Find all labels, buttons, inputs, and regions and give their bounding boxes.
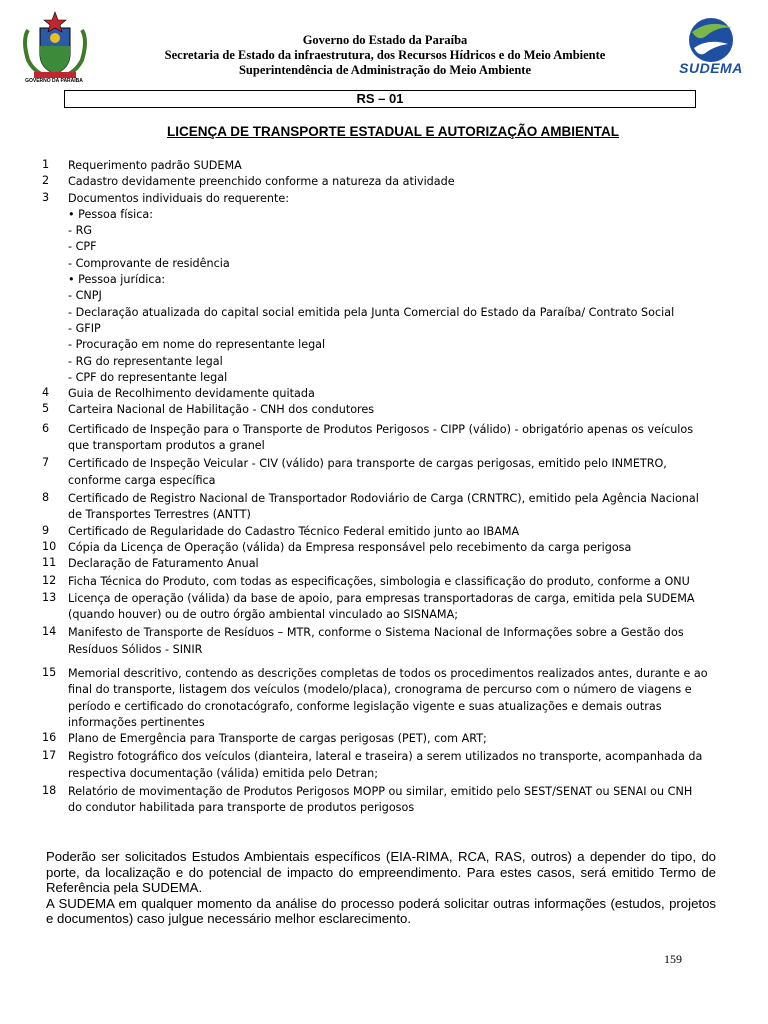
item-text (68, 491, 740, 524)
item-text (68, 731, 740, 747)
item-number: 7 (42, 456, 50, 470)
header-secretariat: Secretaria de Estado da infraestrutura, dos Recursos Hídricos e do Meio Ambiente (164, 48, 606, 62)
item-line: - CPF do representante legal (68, 370, 228, 384)
item-number: 1 (42, 158, 50, 171)
item-number: 10 (42, 539, 57, 553)
item-number: 8 (42, 490, 50, 504)
item-line: - Declaração atualizada do capital social emitida pela Junta Comercial do Estado da Paraíba/ Contrato Social (68, 305, 675, 319)
item-number: 4 (42, 386, 50, 400)
item-text (68, 556, 740, 572)
list-item (30, 556, 740, 572)
item-line: do condutor habilitada para transporte de produtos perigosos (68, 801, 415, 815)
item-line: conforme carga específica (68, 473, 216, 487)
item-number: 5 (42, 402, 50, 416)
item-line: informações pertinentes (68, 715, 205, 729)
list-item (30, 402, 740, 418)
list-item (30, 784, 740, 817)
item-line: - CPF (68, 240, 97, 254)
list-item (30, 666, 740, 731)
item-line: respectiva documentação (válida) emitida pelo Detran; (68, 766, 378, 780)
item-line: - CNPJ (68, 289, 102, 303)
header-government: Governo do Estado da Paraíba (302, 33, 468, 47)
item-number: 18 (42, 783, 57, 797)
item-line: Registro fotográfico dos veículos (dianteira, lateral e traseira) a serem utilizados no transporte, acompanhada da (68, 750, 703, 764)
page-title (0, 124, 768, 139)
coat-of-arms-logo (20, 10, 90, 88)
list-item (30, 749, 740, 782)
list-item (30, 174, 740, 190)
list-item (30, 574, 740, 590)
item-line: Ficha Técnica do Produto, com todas as especificações, simbologia e classificação do produto, conforme a ONU (68, 575, 690, 589)
item-line: Manifesto de Transporte de Resíduos – MTR, conforme o Sistema Nacional de Informações sobre a Gestão dos (68, 626, 684, 640)
list-item (30, 386, 740, 402)
list-item (30, 591, 740, 624)
note-paragraph-2: A SUDEMA em qualquer momento da análise do processo poderá solicitar outras informações (estudos, projetos e documentos) caso julgue necessário melhor esclarecimento. (46, 895, 716, 926)
page-title-text: LICENÇA DE TRANSPORTE ESTADUAL E AUTORIZAÇÃO AMBIENTAL (167, 124, 619, 139)
item-text (68, 749, 740, 782)
sudema-wordmark: SUDEMA (679, 60, 743, 76)
header-text (130, 33, 640, 78)
item-number: 6 (42, 421, 50, 435)
list-item (30, 158, 740, 174)
list-item (30, 524, 740, 540)
item-number: 9 (42, 523, 50, 537)
list-item (30, 540, 740, 556)
page-number: 159 (664, 952, 682, 966)
item-number: 15 (42, 665, 57, 679)
item-line: Plano de Emergência para Transporte de cargas perigosas (PET), com ART; (68, 732, 487, 746)
item-text (68, 574, 740, 590)
item-line: - GFIP (68, 321, 101, 335)
list-item (30, 191, 740, 387)
item-text (68, 591, 740, 624)
note-paragraph-1: Poderão ser solicitados Estudos Ambientais específicos (EIA-RIMA, RCA, RAS, outros) a depender do tipo, do porte, da localização e do potencial de impacto do empreendimento. Para estes casos, será emitido Termo de Referência pela SUDEMA. (46, 849, 716, 895)
item-text (68, 174, 740, 190)
item-line: Memorial descritivo, contendo as descrições completas de todos os procedimentos realizados antes, durante e ao (68, 666, 708, 680)
item-number: 12 (42, 574, 57, 588)
item-number: 3 (42, 190, 50, 204)
item-number: 17 (42, 749, 57, 763)
item-line: - RG do representante legal (68, 354, 223, 368)
item-number: 2 (42, 174, 50, 188)
item-line: que transportam produtos a granel (68, 439, 265, 453)
list-item (30, 731, 740, 747)
list-item (30, 625, 740, 658)
coat-caption: GOVERNO DA PARAÍBA (25, 78, 83, 84)
item-text (68, 456, 740, 489)
item-line: Relatório de movimentação de Produtos Perigosos MOPP ou similar, emitido pelo SEST/SENAT ou SENAI ou CNH (68, 784, 693, 798)
item-line: Requerimento padrão SUDEMA (68, 159, 242, 172)
item-line: • Pessoa jurídica: (68, 273, 166, 287)
item-line: período e certificado do cronotacógrafo, conforme legislação vigente e suas atualizações e demais outras (68, 699, 662, 713)
item-line: Certificado de Inspeção para o Transporte de Produtos Perigosos - CIPP (válido) - obrigatório apenas os veículos (68, 422, 694, 436)
item-line: Documentos individuais do requerente: (68, 191, 290, 205)
item-number: 14 (42, 625, 57, 639)
item-text (68, 191, 740, 387)
item-line: Licença de operação (válida) da base de apoio, para empresas transportadoras de carga, emitida pela SUDEMA (68, 591, 695, 605)
list-item (30, 422, 740, 455)
item-text (68, 158, 740, 174)
item-line: Certificado de Registro Nacional de Transportador Rodoviário de Carga (CRNTRC), emitido pela Agência Nacional (68, 491, 699, 505)
item-line: final do transporte, listagem dos veículos (modelo/placa), cronograma de percurso com o número de viagens e (68, 683, 692, 697)
list-item (30, 456, 740, 489)
item-number: 13 (42, 590, 57, 604)
item-number: 11 (42, 556, 57, 570)
item-text (68, 625, 740, 658)
item-line: Resíduos Sólidos - SINIR (68, 642, 203, 656)
item-line: Certificado de Inspeção Veicular - CIV (válido) para transporte de cargas perigosas, emitido pelo INMETRO, (68, 457, 667, 471)
requirements-list (30, 158, 740, 817)
item-text (68, 540, 740, 556)
document-code: RS – 01 (64, 90, 696, 108)
item-line: - Comprovante de residência (68, 256, 230, 270)
item-number: 16 (42, 731, 57, 745)
item-text (68, 524, 740, 540)
item-text (68, 422, 740, 455)
item-line: Cópia da Licença de Operação (válida) da Empresa responsável pelo recebimento da carga perigosa (68, 540, 632, 554)
footer-note (46, 849, 716, 927)
item-line: Cadastro devidamente preenchido conforme a natureza da atividade (68, 175, 455, 189)
item-line: Declaração de Faturamento Anual (68, 557, 259, 571)
item-text (68, 784, 740, 817)
list-item (30, 491, 740, 524)
item-line: Certificado de Regularidade do Cadastro Técnico Federal emitido junto ao IBAMA (68, 524, 520, 538)
item-line: Carteira Nacional de Habilitação - CNH dos condutores (68, 403, 375, 417)
item-line: Guia de Recolhimento devidamente quitada (68, 387, 315, 401)
item-text (68, 402, 740, 418)
item-line: - Procuração em nome do representante legal (68, 338, 326, 352)
page-header (0, 0, 768, 90)
item-text (68, 666, 740, 731)
item-line: (quando houver) ou de outro órgão ambiental vinculado ao SISNAMA; (68, 608, 458, 622)
item-line: de Transportes Terrestres (ANTT) (68, 508, 251, 522)
item-line: • Pessoa física: (68, 207, 154, 221)
item-line: - RG (68, 224, 93, 238)
header-superintendence: Superintendência de Administração do Meio Ambiente (238, 63, 532, 77)
item-text (68, 386, 740, 402)
